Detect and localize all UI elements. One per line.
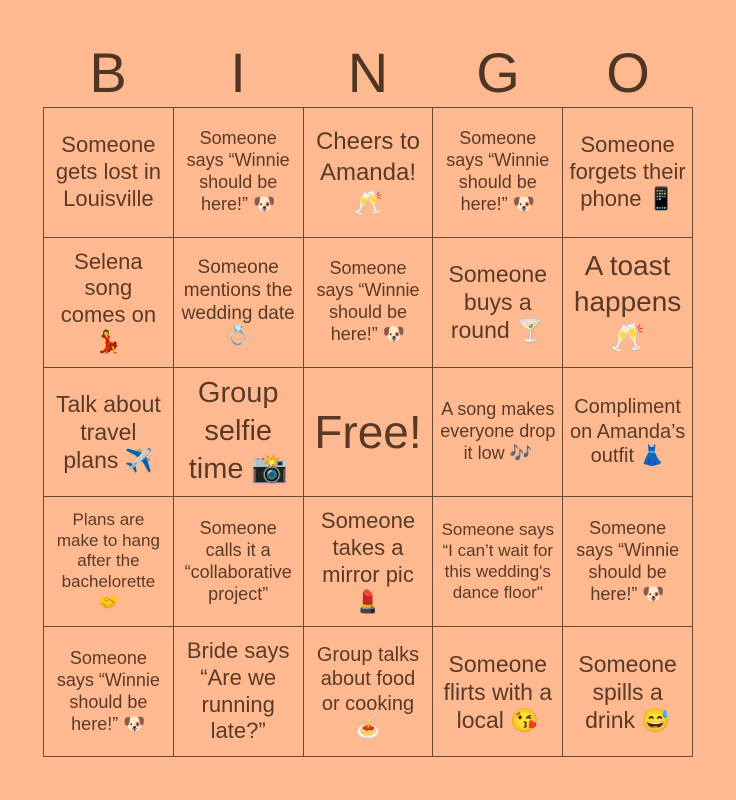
bingo-cell[interactable]: Someone flirts with a local 😘: [433, 627, 563, 757]
bingo-cell[interactable]: Someone spills a drink 😅: [563, 627, 693, 757]
bingo-header: [43, 40, 693, 106]
bingo-cell[interactable]: Someone says “Winnie should be here!” 🐶: [174, 108, 304, 238]
bingo-cell[interactable]: Someone calls it a “collaborative project”: [174, 497, 304, 627]
bingo-cell[interactable]: Selena song comes on 💃: [44, 238, 174, 368]
bingo-cell[interactable]: Bride says “Are we running late?”: [174, 627, 304, 757]
bingo-cell[interactable]: A toast happens 🥂: [563, 238, 693, 368]
bingo-cell[interactable]: Compliment on Amanda’s outfit 👗: [563, 368, 693, 498]
bingo-cell[interactable]: Group selfie time 📸: [174, 368, 304, 498]
bingo-cell[interactable]: Someone forgets their phone 📱: [563, 108, 693, 238]
bingo-cell[interactable]: Someone mentions the wedding date 💍: [174, 238, 304, 368]
bingo-cell[interactable]: Someone says “Winnie should be here!” 🐶: [304, 238, 434, 368]
bingo-cell[interactable]: Plans are make to hang after the bachelorette 🤝: [44, 497, 174, 627]
header-letter-b: B: [89, 41, 127, 104]
bingo-cell[interactable]: Talk about travel plans ✈️: [44, 368, 174, 498]
bingo-cell[interactable]: Someone says “I can’t wait for this wedding's dance floor": [433, 497, 563, 627]
bingo-cell[interactable]: A song makes everyone drop it low 🎶: [433, 368, 563, 498]
bingo-cell[interactable]: Someone gets lost in Louisville: [44, 108, 174, 238]
bingo-cell[interactable]: Someone takes a mirror pic 💄: [304, 497, 434, 627]
bingo-cell[interactable]: Someone says “Winnie should be here!” 🐶: [433, 108, 563, 238]
header-letter-g: G: [476, 41, 520, 104]
header-letter-o: O: [606, 41, 650, 104]
bingo-cell[interactable]: Cheers to Amanda! 🥂: [304, 108, 434, 238]
bingo-board: [43, 107, 693, 757]
header-letter-n: N: [347, 41, 389, 104]
bingo-cell[interactable]: Group talks about food or cooking 🍝: [304, 627, 434, 757]
bingo-cell[interactable]: Someone says “Winnie should be here!” 🐶: [563, 497, 693, 627]
bingo-cell[interactable]: Someone buys a round 🍸: [433, 238, 563, 368]
bingo-cell[interactable]: Someone says “Winnie should be here!” 🐶: [44, 627, 174, 757]
header-letter-i: I: [230, 41, 246, 104]
free-space[interactable]: Free!: [304, 368, 434, 498]
